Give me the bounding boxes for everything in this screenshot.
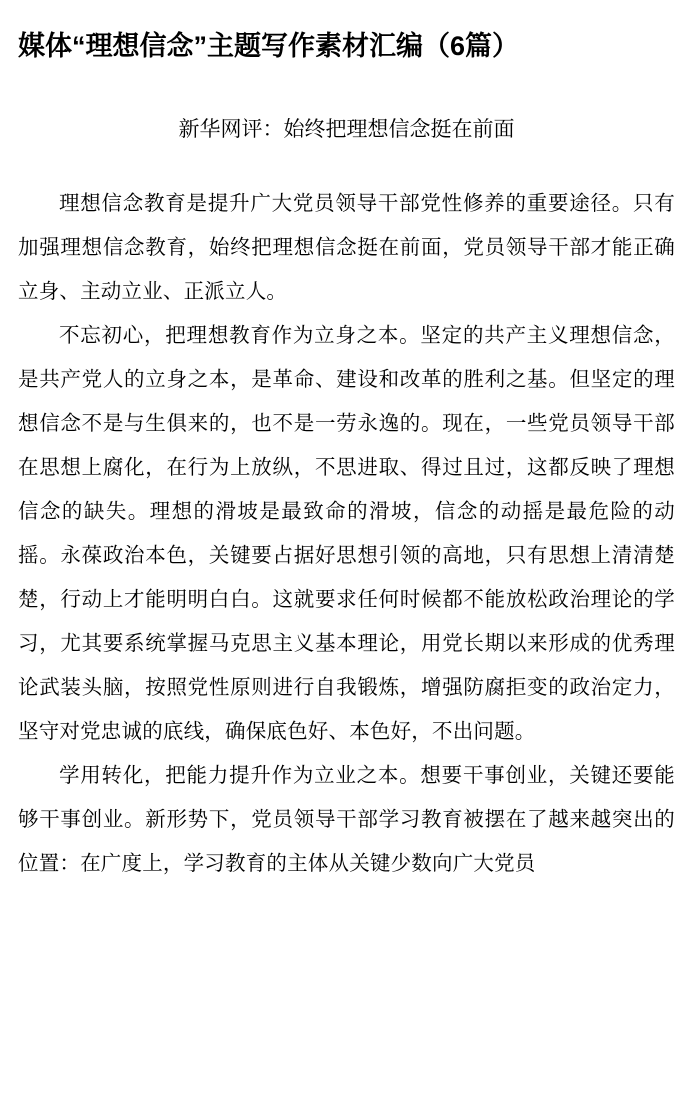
paragraph: 学用转化，把能力提升作为立业之本。想要干事创业，关键还要能够干事创业。新形势下，党员领导干部学习教育被摆在了越来越突出的位置：在广度上，学习教育的主体从关键少数向广大党员 (18, 764, 675, 875)
document-body (18, 182, 675, 886)
paragraph: 理想信念教育是提升广大党员领导干部党性修养的重要途径。只有加强理想信念教育，始终把理想信念挺在前面，党员领导干部才能正确立身、主动立业、正派立人。 (18, 192, 675, 303)
paragraph: 不忘初心，把理想教育作为立身之本。坚定的共产主义理想信念，是共产党人的立身之本，是革命、建设和改革的胜利之基。但坚定的理想信念不是与生俱来的，也不是一劳永逸的。现在，一些党员领导干部在思想上腐化，在行为上放纵，不思进取、得过且过，这都反映了理想信念的缺失。理想的滑坡是最致命的滑坡，信念的动摇是最危险的动摇。永葆政治本色，关键要占据好思想引领的高地，只有思想上清清楚楚，行动上才能明明白白。这就要求任何时候都不能放松政治理论的学习，尤其要系统掌握马克思主义基本理论，用党长期以来形成的优秀理论武装头脑，按照党性原则进行自我锻炼，增强防腐拒变的政治定力，坚守对党忠诚的底线，确保底色好、本色好，不出问题。 (18, 324, 675, 743)
document-title: 媒体“理想信念”主题写作素材汇编（6篇） (18, 31, 520, 61)
section-title: 新华网评：始终把理想信念挺在前面 (178, 118, 515, 141)
